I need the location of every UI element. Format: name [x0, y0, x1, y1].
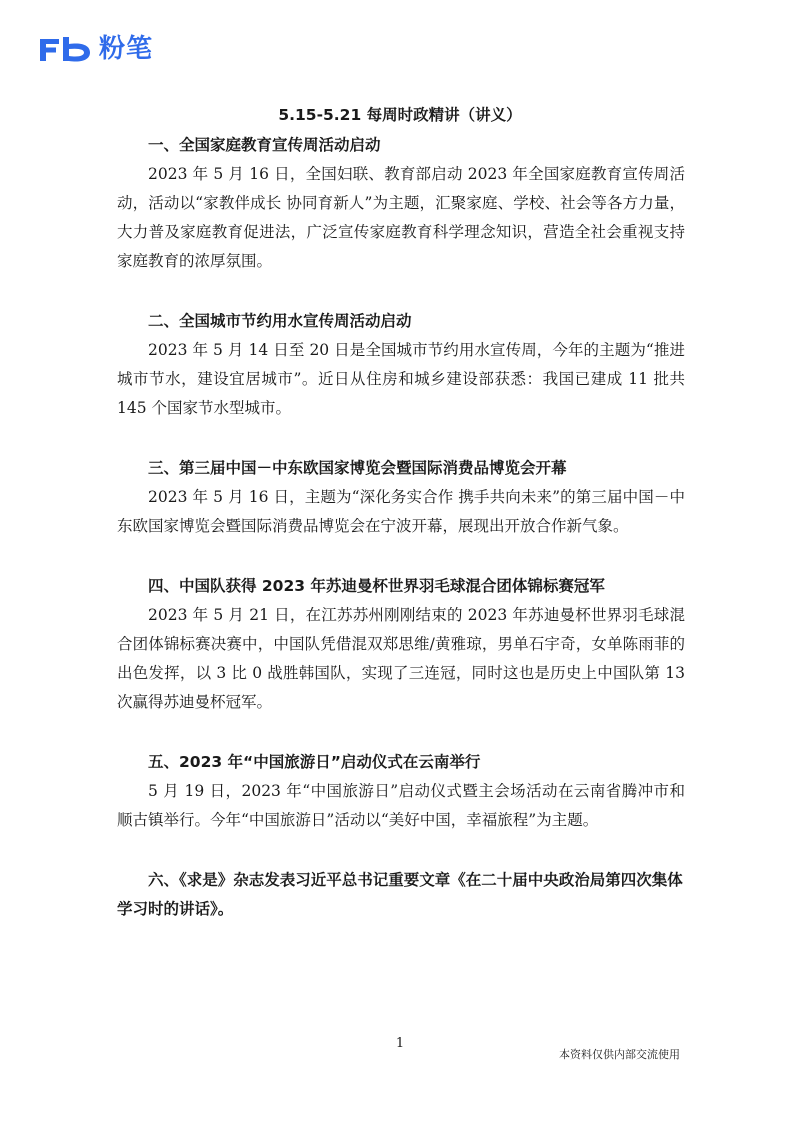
footer-note: 本资料仅供内部交流使用: [559, 1048, 680, 1061]
section-heading: 六、《求是》杂志发表习近平总书记重要文章《在二十届中央政治局第四次集体学习时的讲话》。: [117, 871, 683, 918]
section-paragraph: 2023 年 5 月 14 日至 20 日是全国城市节约用水宣传周，今年的主题为“推进城市节水，建设宜居城市”。近日从住房和城乡建设部获悉：我国已建成 11 批共 145 个国家节水型城市。: [117, 341, 685, 417]
section-heading: 四、中国队获得 2023 年苏迪曼杯世界羽毛球混合团体锦标赛冠军: [148, 577, 605, 595]
section-paragraph: 2023 年 5 月 21 日，在江苏苏州刚刚结束的 2023 年苏迪曼杯世界羽毛球混合团体锦标赛决赛中，中国队凭借混双郑思维/黄雅琼，男单石宇奇，女单陈雨菲的出色发挥，以 3 比 0 战胜韩国队，实现了三连冠，同时这也是历史上中国队第 13 次赢得苏迪曼杯冠军。: [117, 606, 685, 711]
section-4: [117, 572, 685, 717]
section-heading: 三、第三届中国－中东欧国家博览会暨国际消费品博览会开幕: [148, 459, 567, 477]
section-3: [117, 454, 685, 541]
section-paragraph: 2023 年 5 月 16 日，全国妇联、教育部启动 2023 年全国家庭教育宣传周活动，活动以“家教伴成长 协同育新人”为主题，汇聚家庭、学校、社会等各方力量，大力普及家庭教育促进法，广泛宣传家庭教育科学理念知识，营造全社会重视支持家庭教育的浓厚氛围。: [117, 165, 685, 270]
section-paragraph: 2023 年 5 月 16 日，主题为“深化务实合作 携手共向未来”的第三届中国－中东欧国家博览会暨国际消费品博览会在宁波开幕，展现出开放合作新气象。: [117, 488, 685, 535]
brand-name: 粉笔: [99, 34, 154, 64]
document-body: [117, 131, 685, 924]
section-2: [117, 307, 685, 423]
section-heading: 一、全国家庭教育宣传周活动启动: [148, 136, 381, 154]
section-5: [117, 748, 685, 835]
section-1: [117, 131, 685, 276]
fb-logo-icon: [37, 34, 95, 64]
section-paragraph: 5 月 19 日，2023 年“中国旅游日”启动仪式暨主会场活动在云南省腾冲市和顺古镇举行。今年“中国旅游日”活动以“美好中国，幸福旅程”为主题。: [117, 782, 685, 829]
document-title: 5.15-5.21 每周时政精讲（讲义）: [278, 106, 522, 124]
section-6: [117, 866, 685, 924]
section-heading: 五、2023 年“中国旅游日”启动仪式在云南举行: [148, 753, 481, 771]
page-number: 1: [395, 1036, 405, 1051]
section-heading: 二、全国城市节约用水宣传周活动启动: [148, 312, 412, 330]
brand-logo: [37, 34, 153, 64]
